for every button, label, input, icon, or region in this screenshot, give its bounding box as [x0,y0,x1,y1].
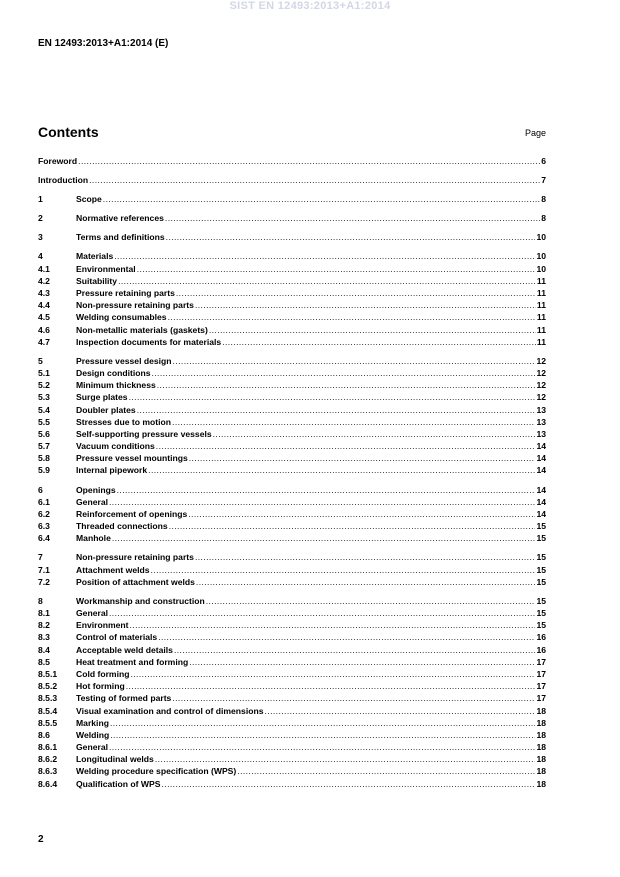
toc-entry-title: Scope [76,194,102,205]
toc-entry-page: 11 [536,275,546,286]
toc-dot-leader [166,231,536,243]
toc-dot-leader [103,193,540,205]
toc-entry[interactable] [38,367,546,379]
toc-entry-page: 16 [536,632,546,643]
toc-dot-leader [112,532,536,544]
toc-dot-leader [165,212,540,224]
toc-entry-page: 8 [541,194,546,205]
toc-entry-title: Pressure vessel mountings [76,453,188,464]
toc-entry-number: 4.2 [38,275,50,286]
toc-entry[interactable] [38,705,546,717]
toc-dot-leader [189,452,536,464]
toc-entry-title: Normative references [76,213,164,224]
contents-heading: Contents [38,124,99,140]
toc-entry-number: 3 [38,232,43,243]
toc-entry-number: 8.6.4 [38,778,58,789]
toc-entry-page: 11 [536,287,546,298]
toc-entry-number: 8.6.2 [38,754,58,765]
toc-entry-page: 12 [536,367,546,378]
toc-entry-number: 4.3 [38,287,50,298]
toc-dot-leader [209,324,536,336]
toc-entry-page: 14 [536,496,546,507]
toc-entry[interactable] [38,193,546,205]
toc-dot-leader [89,174,540,186]
toc-entry-page: 10 [536,232,546,243]
toc-entry-page: 18 [536,742,546,753]
toc-entry-title: Welding procedure specification (WPS) [76,766,237,777]
toc-dot-leader [126,680,536,692]
toc-entry[interactable] [38,551,546,563]
toc-entry-title: Qualification of WPS [76,778,161,789]
toc-entry[interactable] [38,336,546,348]
document-id: EN 12493:2013+A1:2014 (E) [38,38,169,49]
toc-entry-page: 11 [536,336,546,347]
toc-dot-leader [151,367,535,379]
toc-entry-title: Self-supporting pressure vessels [76,428,212,439]
toc-entry-title: General [76,608,109,619]
toc-dot-leader [117,484,536,496]
toc-dot-leader [110,717,535,729]
toc-entry-title: Minimum thickness [76,380,156,391]
toc-entry-page: 14 [536,465,546,476]
toc-entry-page: 15 [536,620,546,631]
toc-entry-title: Welding [76,729,110,740]
toc-dot-leader [206,595,536,607]
table-of-contents [38,155,546,790]
toc-entry-number: 7 [38,552,43,563]
toc-dot-leader [173,355,536,367]
toc-entry[interactable] [38,778,546,790]
toc-dot-leader [172,692,535,704]
toc-dot-leader [118,275,536,287]
toc-entry-number: 5.3 [38,392,50,403]
toc-entry-number: 4.4 [38,300,50,311]
toc-dot-leader [151,564,536,576]
toc-entry-number: 8.6.1 [38,742,58,753]
toc-dot-leader [129,391,536,403]
toc-dot-leader [169,520,536,532]
toc-entry-title: Position of attachment welds [76,576,195,587]
toc-entry[interactable] [38,428,546,440]
toc-entry-title: Longitudinal welds [76,754,154,765]
toc-entry[interactable] [38,680,546,692]
toc-entry[interactable] [38,155,546,167]
toc-entry-page: 13 [536,404,546,415]
toc-dot-leader [137,263,536,275]
toc-entry[interactable] [38,404,546,416]
toc-entry-page: 14 [536,441,546,452]
toc-entry-title: Terms and definitions [76,232,165,243]
toc-entry[interactable] [38,631,546,643]
toc-entry[interactable] [38,668,546,680]
toc-entry-page: 11 [536,324,546,335]
toc-entry[interactable] [38,287,546,299]
toc-entry[interactable] [38,355,546,367]
toc-entry-title: Non-pressure retaining parts [76,552,194,563]
toc-entry[interactable] [38,729,546,741]
toc-dot-leader [114,250,535,262]
toc-entry-title: Attachment welds [76,564,150,575]
toc-entry-title: Vacuum conditions [76,441,155,452]
toc-entry-title: Stresses due to motion [76,416,172,427]
toc-entry[interactable] [38,212,546,224]
toc-entry-number: 8 [38,595,43,606]
toc-entry[interactable] [38,452,546,464]
toc-entry-number: 4 [38,251,43,262]
toc-entry-number: 6.2 [38,508,50,519]
toc-entry[interactable] [38,311,546,323]
toc-entry[interactable] [38,250,546,262]
toc-entry-number: 8.5 [38,656,50,667]
toc-entry[interactable] [38,299,546,311]
toc-entry-page: 15 [536,552,546,563]
toc-entry-title: Heat treatment and forming [76,656,189,667]
toc-entry-page: 13 [536,416,546,427]
toc-entry-page: 12 [536,355,546,366]
toc-dot-leader [130,619,536,631]
toc-entry-title: Doubler plates [76,404,136,415]
toc-entry-title: Introduction [38,175,89,186]
toc-entry-title: Pressure vessel design [76,355,172,366]
toc-entry[interactable] [38,619,546,631]
toc-entry[interactable] [38,644,546,656]
toc-entry-number: 5.4 [38,404,50,415]
toc-entry[interactable] [38,595,546,607]
toc-entry-number: 6 [38,484,43,495]
toc-dot-leader [110,729,535,741]
toc-entry-number: 8.4 [38,644,50,655]
toc-entry-number: 8.6 [38,729,50,740]
toc-dot-leader [222,336,536,348]
toc-entry-number: 1 [38,194,43,205]
toc-dot-leader [158,631,535,643]
toc-dot-leader [155,753,536,765]
toc-entry-page: 8 [541,213,546,224]
toc-dot-leader [109,496,535,508]
toc-entry-title: Environment [76,620,129,631]
toc-entry[interactable] [38,231,546,243]
toc-entry-page: 12 [536,380,546,391]
toc-entry-page: 13 [536,428,546,439]
toc-entry-number: 5.6 [38,428,50,439]
toc-entry-number: 5 [38,355,43,366]
toc-entry-title: Inspection documents for materials [76,336,222,347]
toc-entry-number: 8.1 [38,608,50,619]
toc-entry-number: 6.4 [38,533,50,544]
toc-entry-title: Welding consumables [76,312,167,323]
toc-dot-leader [148,464,535,476]
toc-entry-number: 6.1 [38,496,50,507]
toc-entry-page: 15 [536,564,546,575]
toc-entry-page: 18 [536,766,546,777]
toc-entry-title: Acceptable weld details [76,644,173,655]
toc-entry[interactable] [38,440,546,452]
toc-entry-number: 8.5.5 [38,717,58,728]
toc-entry-page: 11 [536,312,546,323]
toc-entry[interactable] [38,520,546,532]
toc-entry-page: 14 [536,508,546,519]
toc-entry-number: 8.5.4 [38,705,58,716]
toc-dot-leader [174,644,535,656]
toc-entry-title: Non-metallic materials (gaskets) [76,324,208,335]
page-column-label: Page [524,128,546,138]
toc-entry-number: 4.5 [38,312,50,323]
toc-entry-page: 14 [536,484,546,495]
toc-entry-number: 7.1 [38,564,50,575]
toc-entry-number: 8.3 [38,632,50,643]
toc-dot-leader [176,287,536,299]
toc-entry-page: 17 [536,681,546,692]
toc-entry-title: Hot forming [76,681,125,692]
toc-dot-leader [168,311,536,323]
toc-entry[interactable] [38,496,546,508]
toc-entry-title: General [76,496,109,507]
toc-entry-number: 5.2 [38,380,50,391]
toc-dot-leader [156,440,536,452]
toc-entry-title: Testing of formed parts [76,693,172,704]
toc-entry-title: Design conditions [76,367,151,378]
toc-dot-leader [162,778,536,790]
toc-entry-title: Visual examination and control of dimensions [76,705,264,716]
toc-entry[interactable] [38,379,546,391]
toc-entry[interactable] [38,576,546,588]
toc-entry-number: 5.8 [38,453,50,464]
toc-entry-title: Surge plates [76,392,128,403]
toc-entry-title: Reinforcement of openings [76,508,188,519]
toc-dot-leader [188,508,535,520]
toc-entry[interactable] [38,753,546,765]
toc-entry-page: 15 [536,521,546,532]
toc-entry[interactable] [38,464,546,476]
toc-entry-page: 10 [536,263,546,274]
toc-entry[interactable] [38,263,546,275]
toc-dot-leader [237,765,535,777]
toc-entry-page: 15 [536,576,546,587]
toc-entry-page: 15 [536,533,546,544]
toc-entry-number: 8.2 [38,620,50,631]
toc-entry-page: 18 [536,729,546,740]
toc-dot-leader [78,155,540,167]
toc-dot-leader [130,668,535,680]
toc-dot-leader [172,416,535,428]
toc-dot-leader [195,299,536,311]
toc-entry-page: 18 [536,778,546,789]
toc-entry-page: 16 [536,644,546,655]
toc-entry-number: 5.5 [38,416,50,427]
toc-entry-title: Cold forming [76,668,130,679]
toc-entry-page: 17 [536,656,546,667]
toc-entry-title: Marking [76,717,109,728]
toc-entry-title: Suitability [76,275,118,286]
toc-entry[interactable] [38,692,546,704]
toc-entry-number: 8.6.3 [38,766,58,777]
toc-entry-number: 7.2 [38,576,50,587]
watermark: SIST EN 12493:2013+A1:2014 [229,0,391,12]
toc-dot-leader [109,741,535,753]
toc-entry-title: Internal pipework [76,465,148,476]
toc-entry-page: 18 [536,754,546,765]
toc-entry[interactable] [38,324,546,336]
toc-entry-page: 11 [536,300,546,311]
toc-entry-page: 6 [541,156,546,166]
toc-dot-leader [265,705,536,717]
toc-entry[interactable] [38,508,546,520]
toc-entry[interactable] [38,656,546,668]
footer-page-number: 2 [38,834,44,845]
toc-entry-number: 5.9 [38,465,50,476]
toc-entry-number: 4.7 [38,336,50,347]
toc-entry-title: Control of materials [76,632,158,643]
toc-dot-leader [196,576,536,588]
toc-entry[interactable] [38,391,546,403]
toc-dot-leader [189,656,535,668]
toc-entry-title: General [76,742,109,753]
toc-dot-leader [157,379,536,391]
toc-entry-number: 5.7 [38,441,50,452]
toc-entry[interactable] [38,741,546,753]
toc-entry-number: 8.5.2 [38,681,58,692]
toc-entry[interactable] [38,765,546,777]
toc-entry-page: 18 [536,717,546,728]
toc-entry[interactable] [38,564,546,576]
toc-entry-title: Threaded connections [76,521,168,532]
toc-entry-page: 18 [536,705,546,716]
toc-entry-number: 8.5.3 [38,693,58,704]
toc-entry[interactable] [38,416,546,428]
toc-entry-number: 4.6 [38,324,50,335]
toc-entry-number: 6.3 [38,521,50,532]
toc-entry-page: 12 [536,392,546,403]
toc-entry-page: 7 [541,175,546,186]
toc-dot-leader [195,551,535,563]
toc-entry[interactable] [38,532,546,544]
toc-entry-page: 15 [536,595,546,606]
toc-entry-number: 2 [38,213,43,224]
toc-entry-number: 5.1 [38,367,50,378]
toc-entry[interactable] [38,607,546,619]
toc-entry[interactable] [38,275,546,287]
toc-entry-title: Non-pressure retaining parts [76,300,194,311]
toc-entry-title: Pressure retaining parts [76,287,175,298]
toc-entry-page: 10 [536,251,546,262]
toc-entry-title: Materials [76,251,114,262]
toc-entry-page: 14 [536,453,546,464]
toc-entry-title: Openings [76,484,116,495]
toc-entry-page: 15 [536,608,546,619]
toc-dot-leader [137,404,536,416]
toc-dot-leader [213,428,536,440]
toc-entry[interactable] [38,484,546,496]
toc-entry-page: 17 [536,693,546,704]
toc-entry-title: Manhole [76,533,111,544]
toc-entry-title: Foreword [38,156,78,166]
toc-entry-title: Environmental [76,263,136,274]
toc-entry-number: 4.1 [38,263,50,274]
toc-entry-page: 17 [536,668,546,679]
toc-entry-number: 8.5.1 [38,668,58,679]
toc-dot-leader [109,607,535,619]
toc-entry-title: Workmanship and construction [76,595,205,606]
toc-entry[interactable] [38,174,546,186]
toc-entry[interactable] [38,717,546,729]
